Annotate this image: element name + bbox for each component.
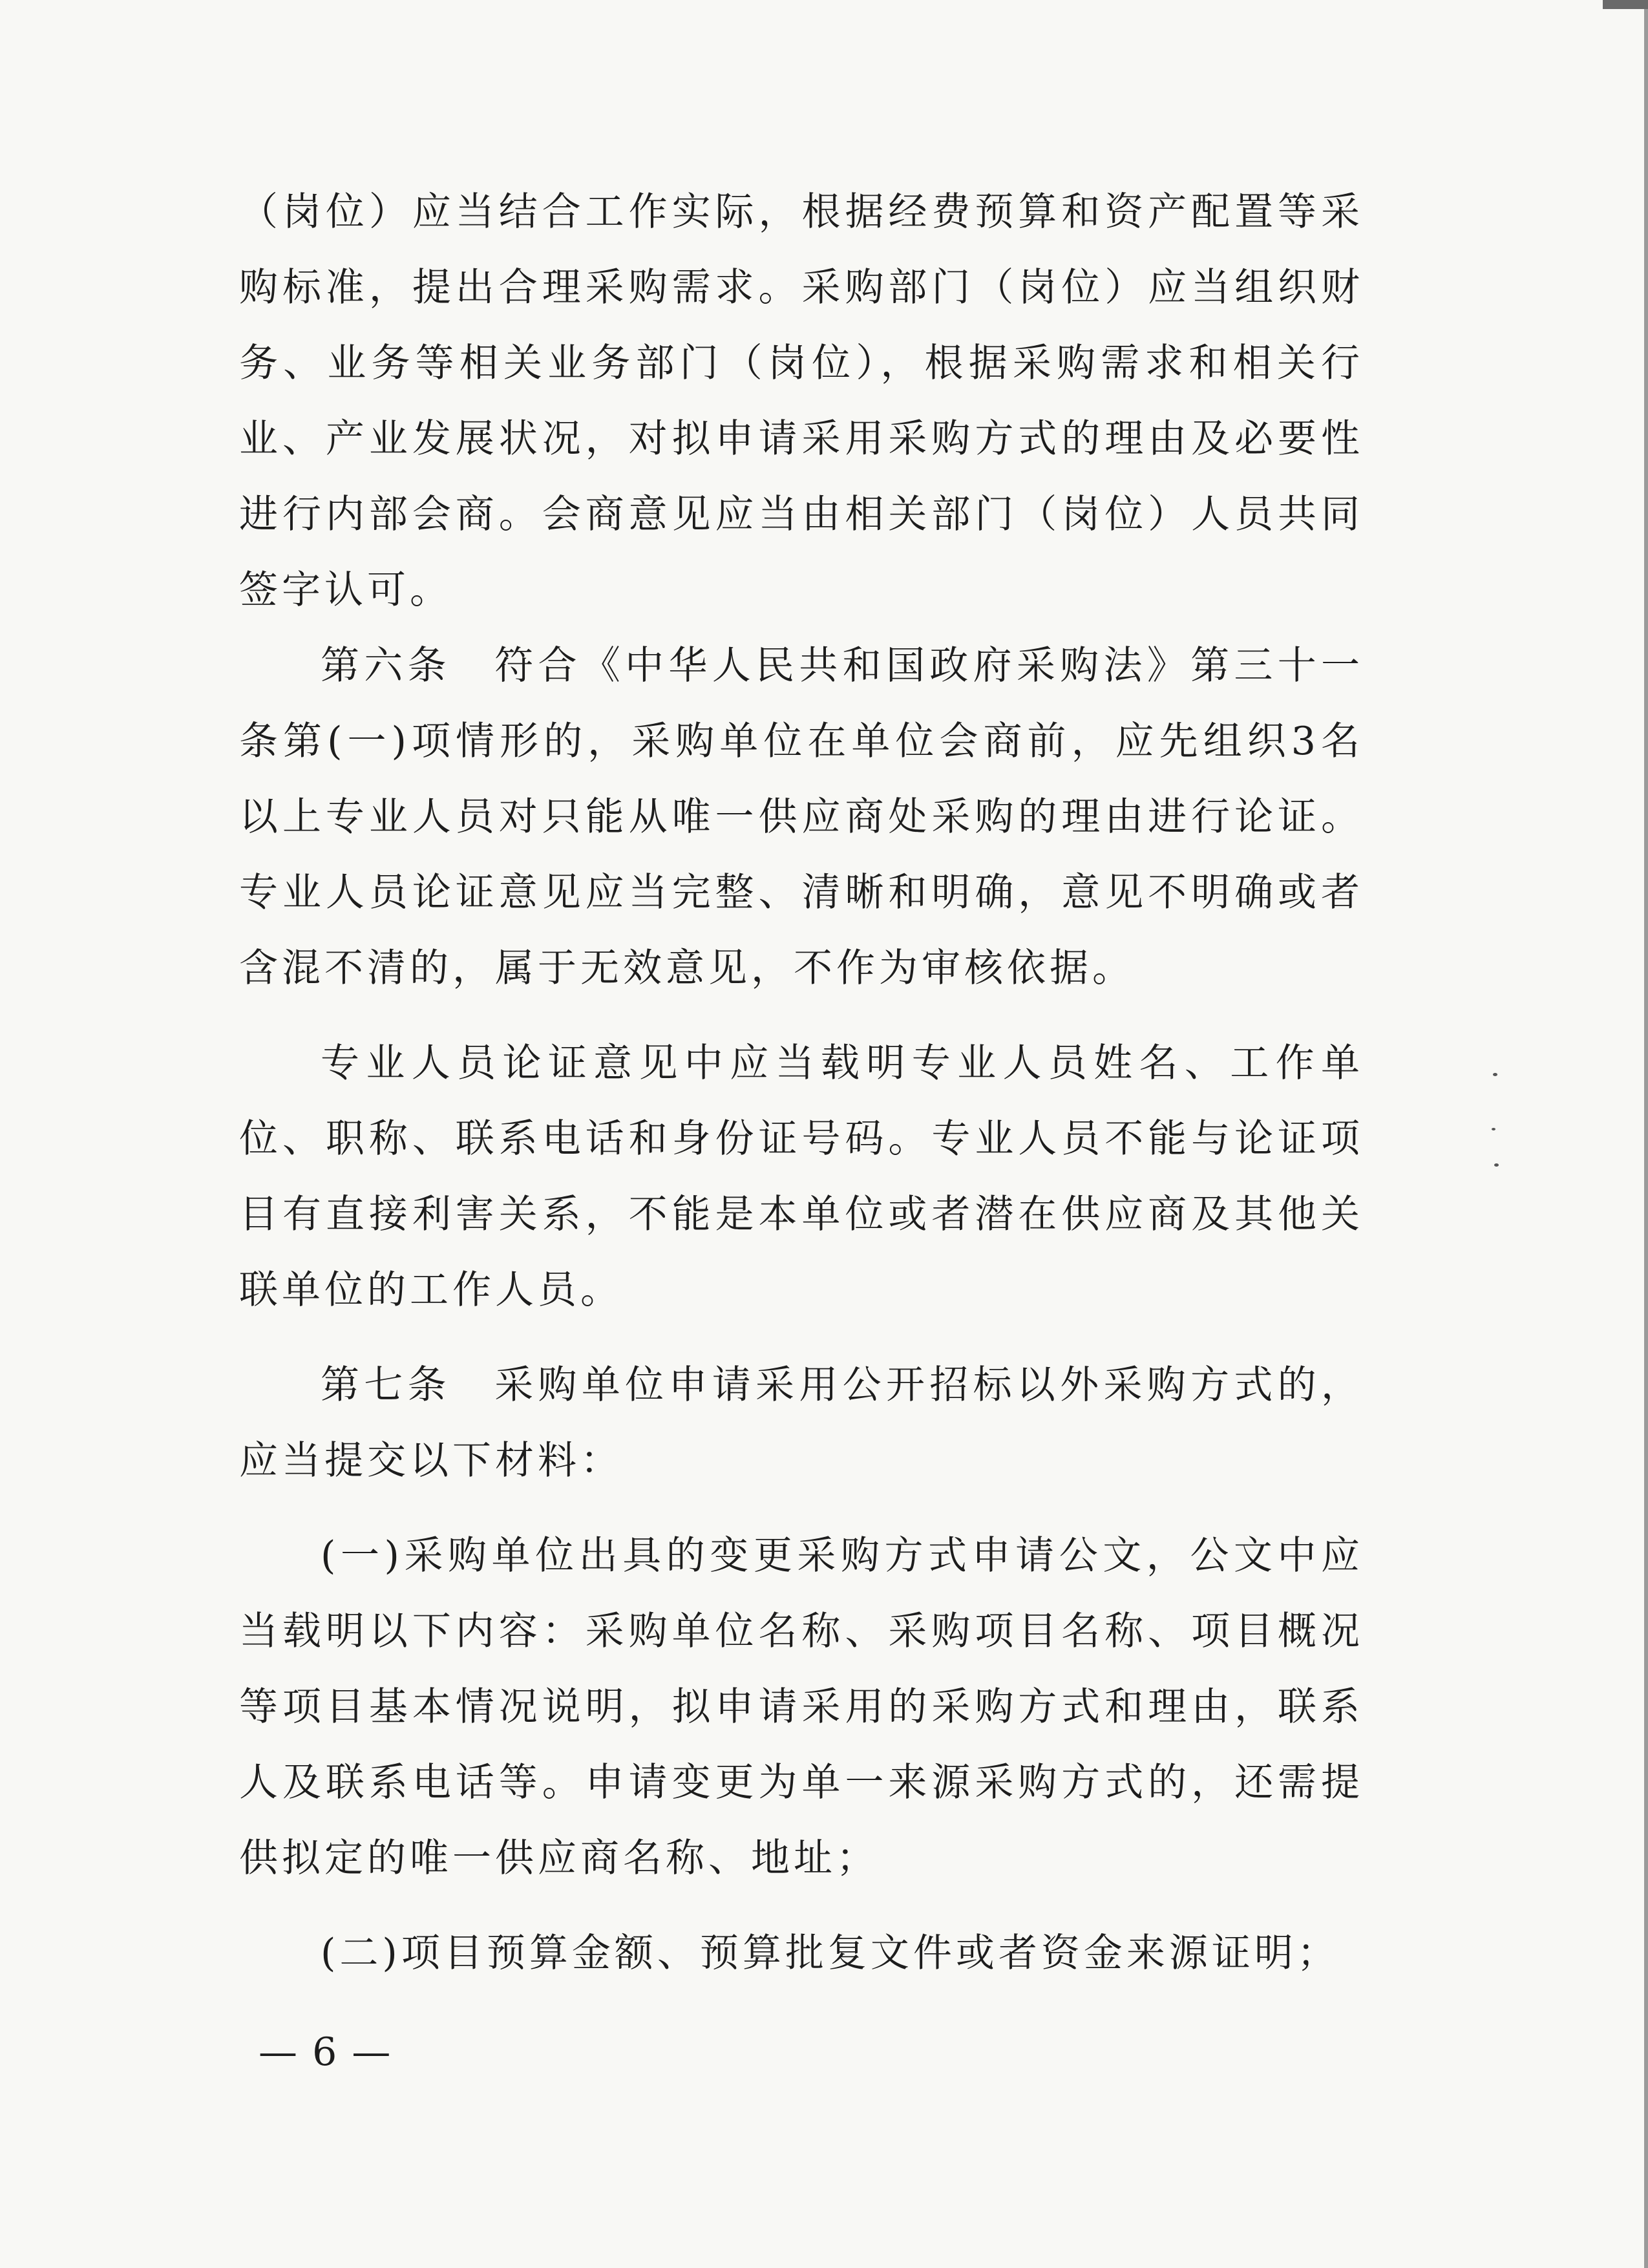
scan-edge (1644, 0, 1648, 2268)
paragraph-item-2: (二)项目预算金额、预算批复文件或者资金来源证明； (321, 1931, 1340, 1976)
paragraph-expert-opinion: 专业人员论证意见中应当载明专业人员姓名、工作单位、职称、联系电话和身份证号码。专业人员不能与论证项目有直接利害关系，不能是本单位或者潜在供应商及其他关联单位的工作人员。 (239, 1041, 1364, 1313)
paragraph-continuation: （岗位）应当结合工作实际，根据经费预算和资产配置等采购标准，提出合理采购需求。采购部门（岗位）应当组织财务、业务等相关业务部门（岗位），根据采购需求和相关行业、产业发展状况，对拟申请采用采购方式的理由及必要性进行内部会商。会商意见应当由相关部门（岗位）人员共同签字认可。 (239, 189, 1364, 613)
scan-speck (1493, 1073, 1497, 1076)
page-number: — 6 — (259, 2030, 392, 2075)
scan-edge-corner (1603, 0, 1648, 9)
scan-speck (1494, 1163, 1499, 1167)
paragraph-article-6: 第六条 符合《中华人民共和国政府采购法》第三十一条第(一)项情形的，采购单位在单位会商前，应先组织3名以上专业人员对只能从唯一供应商处采购的理由进行论证。专业人员论证意见应当完整、清晰和明确，意见不明确或者含混不清的，属于无效意见，不作为审核依据。 (239, 643, 1364, 991)
paragraph-article-7: 第七条 采购单位申请采用公开招标以外采购方式的，应当提交以下材料： (239, 1362, 1364, 1483)
paragraph-item-1: (一)采购单位出具的变更采购方式申请公文，公文中应当载明以下内容：采购单位名称、采购项目名称、项目概况等项目基本情况说明，拟申请采用的采购方式和理由，联系人及联系电话等。申请变更为单一来源采购方式的，还需提供拟定的唯一供应商名称、地址； (239, 1533, 1364, 1881)
scan-speck (1492, 1128, 1495, 1130)
document-body (239, 175, 1364, 1991)
